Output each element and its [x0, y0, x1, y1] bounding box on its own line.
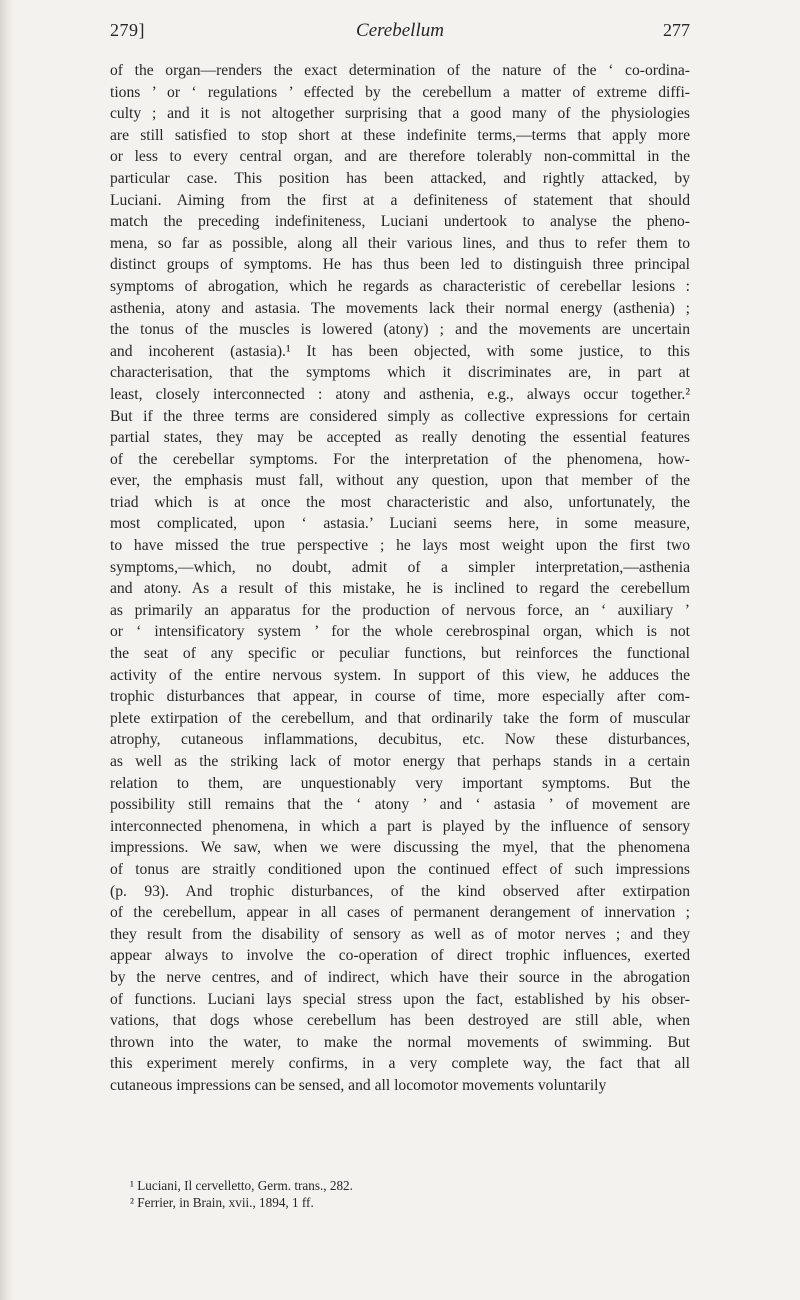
running-title: Cerebellum	[356, 20, 444, 41]
body-line: asthenia, atony and astasia. The movements lack their normal energy (asthenia) ;	[110, 299, 690, 317]
body-line: or ‘ intensificatory system ’ for the whole cerebrospinal organ, which is not	[110, 623, 690, 641]
body-line: of the organ—renders the exact determination of the nature of the ‘ co-ordina-	[110, 62, 690, 79]
body-line: most complicated, upon ‘ astasia.’ Luciani seems here, in some measure,	[110, 515, 690, 533]
body-line: of the cerebellum, appear in all cases of permanent derangement of innervation ;	[110, 904, 690, 922]
body-line: trophic disturbances that appear, in course of time, more especially after com-	[110, 688, 690, 706]
body-line: symptoms,—which, no doubt, admit of a simpler interpretation,—asthenia	[110, 558, 690, 576]
body-text	[110, 60, 690, 1097]
running-header	[110, 20, 690, 50]
body-line: to have missed the true perspective ; he lays most weight upon the first two	[110, 537, 690, 555]
body-line: activity of the entire nervous system. In support of this view, he adduces the	[110, 666, 690, 684]
body-line: thrown into the water, to make the normal movements of swimming. But	[110, 1033, 690, 1051]
footnotes	[110, 1178, 690, 1211]
page-number: 277	[663, 20, 690, 40]
body-line: distinct groups of symptoms. He has thus been led to distinguish three principal	[110, 256, 690, 274]
body-line: plete extirpation of the cerebellum, and that ordinarily take the form of muscular	[110, 709, 690, 727]
body-line: (p. 93). And trophic disturbances, of the kind observed after extirpation	[110, 882, 690, 900]
body-line: of functions. Luciani lays special stress upon the fact, established by his obser-	[110, 990, 690, 1008]
body-line: partial states, they may be accepted as really denoting the essential features	[110, 429, 690, 447]
body-line: of tonus are straitly conditioned upon the continued effect of such impressions	[110, 860, 690, 878]
body-line: match the preceding indefiniteness, Luciani undertook to analyse the pheno-	[110, 213, 690, 231]
body-line: of the cerebellar symptoms. For the interpretation of the phenomena, how-	[110, 450, 690, 468]
body-line: appear always to involve the co-operation of direct trophic influences, exerted	[110, 947, 690, 965]
body-line: characterisation, that the symptoms which it discriminates are, in part at	[110, 364, 690, 382]
footnote: ² Ferrier, in Brain, xvii., 1894, 1 ff.	[130, 1194, 314, 1210]
body-line: mena, so far as possible, along all their various lines, and thus to refer them to	[110, 234, 690, 252]
page-binding-edge	[0, 0, 14, 1300]
body-line: least, closely interconnected : atony and asthenia, e.g., always occur together.²	[110, 385, 690, 403]
body-line: tions ’ or ‘ regulations ’ effected by the cerebellum a matter of extreme diffi-	[110, 83, 690, 101]
body-line: particular case. This position has been attacked, and rightly attacked, by	[110, 169, 690, 187]
body-line: Luciani. Aiming from the first at a definiteness of statement that should	[110, 191, 690, 209]
body-line: are still satisfied to stop short at these indefinite terms,—terms that apply more	[110, 126, 690, 144]
body-line: triad which is at once the most characteristic and also, unfortunately, the	[110, 493, 690, 511]
page-ref: 279]	[110, 20, 145, 40]
body-line: vations, that dogs whose cerebellum has been destroyed are still able, when	[110, 1012, 690, 1030]
body-line: ever, the emphasis must fall, without any question, upon that member of the	[110, 472, 690, 490]
body-line: and incoherent (astasia).¹ It has been objected, with some justice, to this	[110, 342, 690, 360]
footnote: ¹ Luciani, Il cervelletto, Germ. trans., 282.	[130, 1178, 353, 1193]
body-line: and atony. As a result of this mistake, he is inclined to regard the cerebellum	[110, 580, 690, 598]
body-line: impressions. We saw, when we were discussing the myel, that the phenomena	[110, 839, 690, 857]
body-line: the seat of any specific or peculiar functions, but reinforces the functional	[110, 645, 690, 663]
body-line: this experiment merely confirms, in a very complete way, the fact that all	[110, 1055, 690, 1073]
body-line: or less to every central organ, and are therefore tolerably non-committal in the	[110, 148, 690, 166]
body-line: they result from the disability of sensory as well as of motor nerves ; and they	[110, 925, 690, 943]
body-line: atrophy, cutaneous inflammations, decubitus, etc. Now these disturbances,	[110, 731, 690, 749]
body-line: possibility still remains that the ‘ atony ’ and ‘ astasia ’ of movement are	[110, 796, 690, 814]
body-line: symptoms of abrogation, which he regards as characteristic of cerebellar lesions :	[110, 277, 690, 295]
body-line: relation to them, are unquestionably very important symptoms. But the	[110, 774, 690, 792]
body-line: as primarily an apparatus for the production of nervous force, an ‘ auxiliary ’	[110, 601, 690, 619]
body-line: cutaneous impressions can be sensed, and all locomotor movements voluntarily	[110, 1076, 607, 1094]
body-line: But if the three terms are considered simply as collective expressions for certain	[110, 407, 690, 425]
body-line: the tonus of the muscles is lowered (atony) ; and the movements are uncertain	[110, 321, 690, 339]
body-line: interconnected phenomena, in which a part is played by the influence of sensory	[110, 817, 690, 835]
body-line: as well as the striking lack of motor energy that perhaps stands in a certain	[110, 753, 690, 770]
body-line: by the nerve centres, and of indirect, which have their source in the abrogation	[110, 968, 690, 986]
body-line: culty ; and it is not altogether surprising that a good many of the physiologies	[110, 105, 690, 123]
